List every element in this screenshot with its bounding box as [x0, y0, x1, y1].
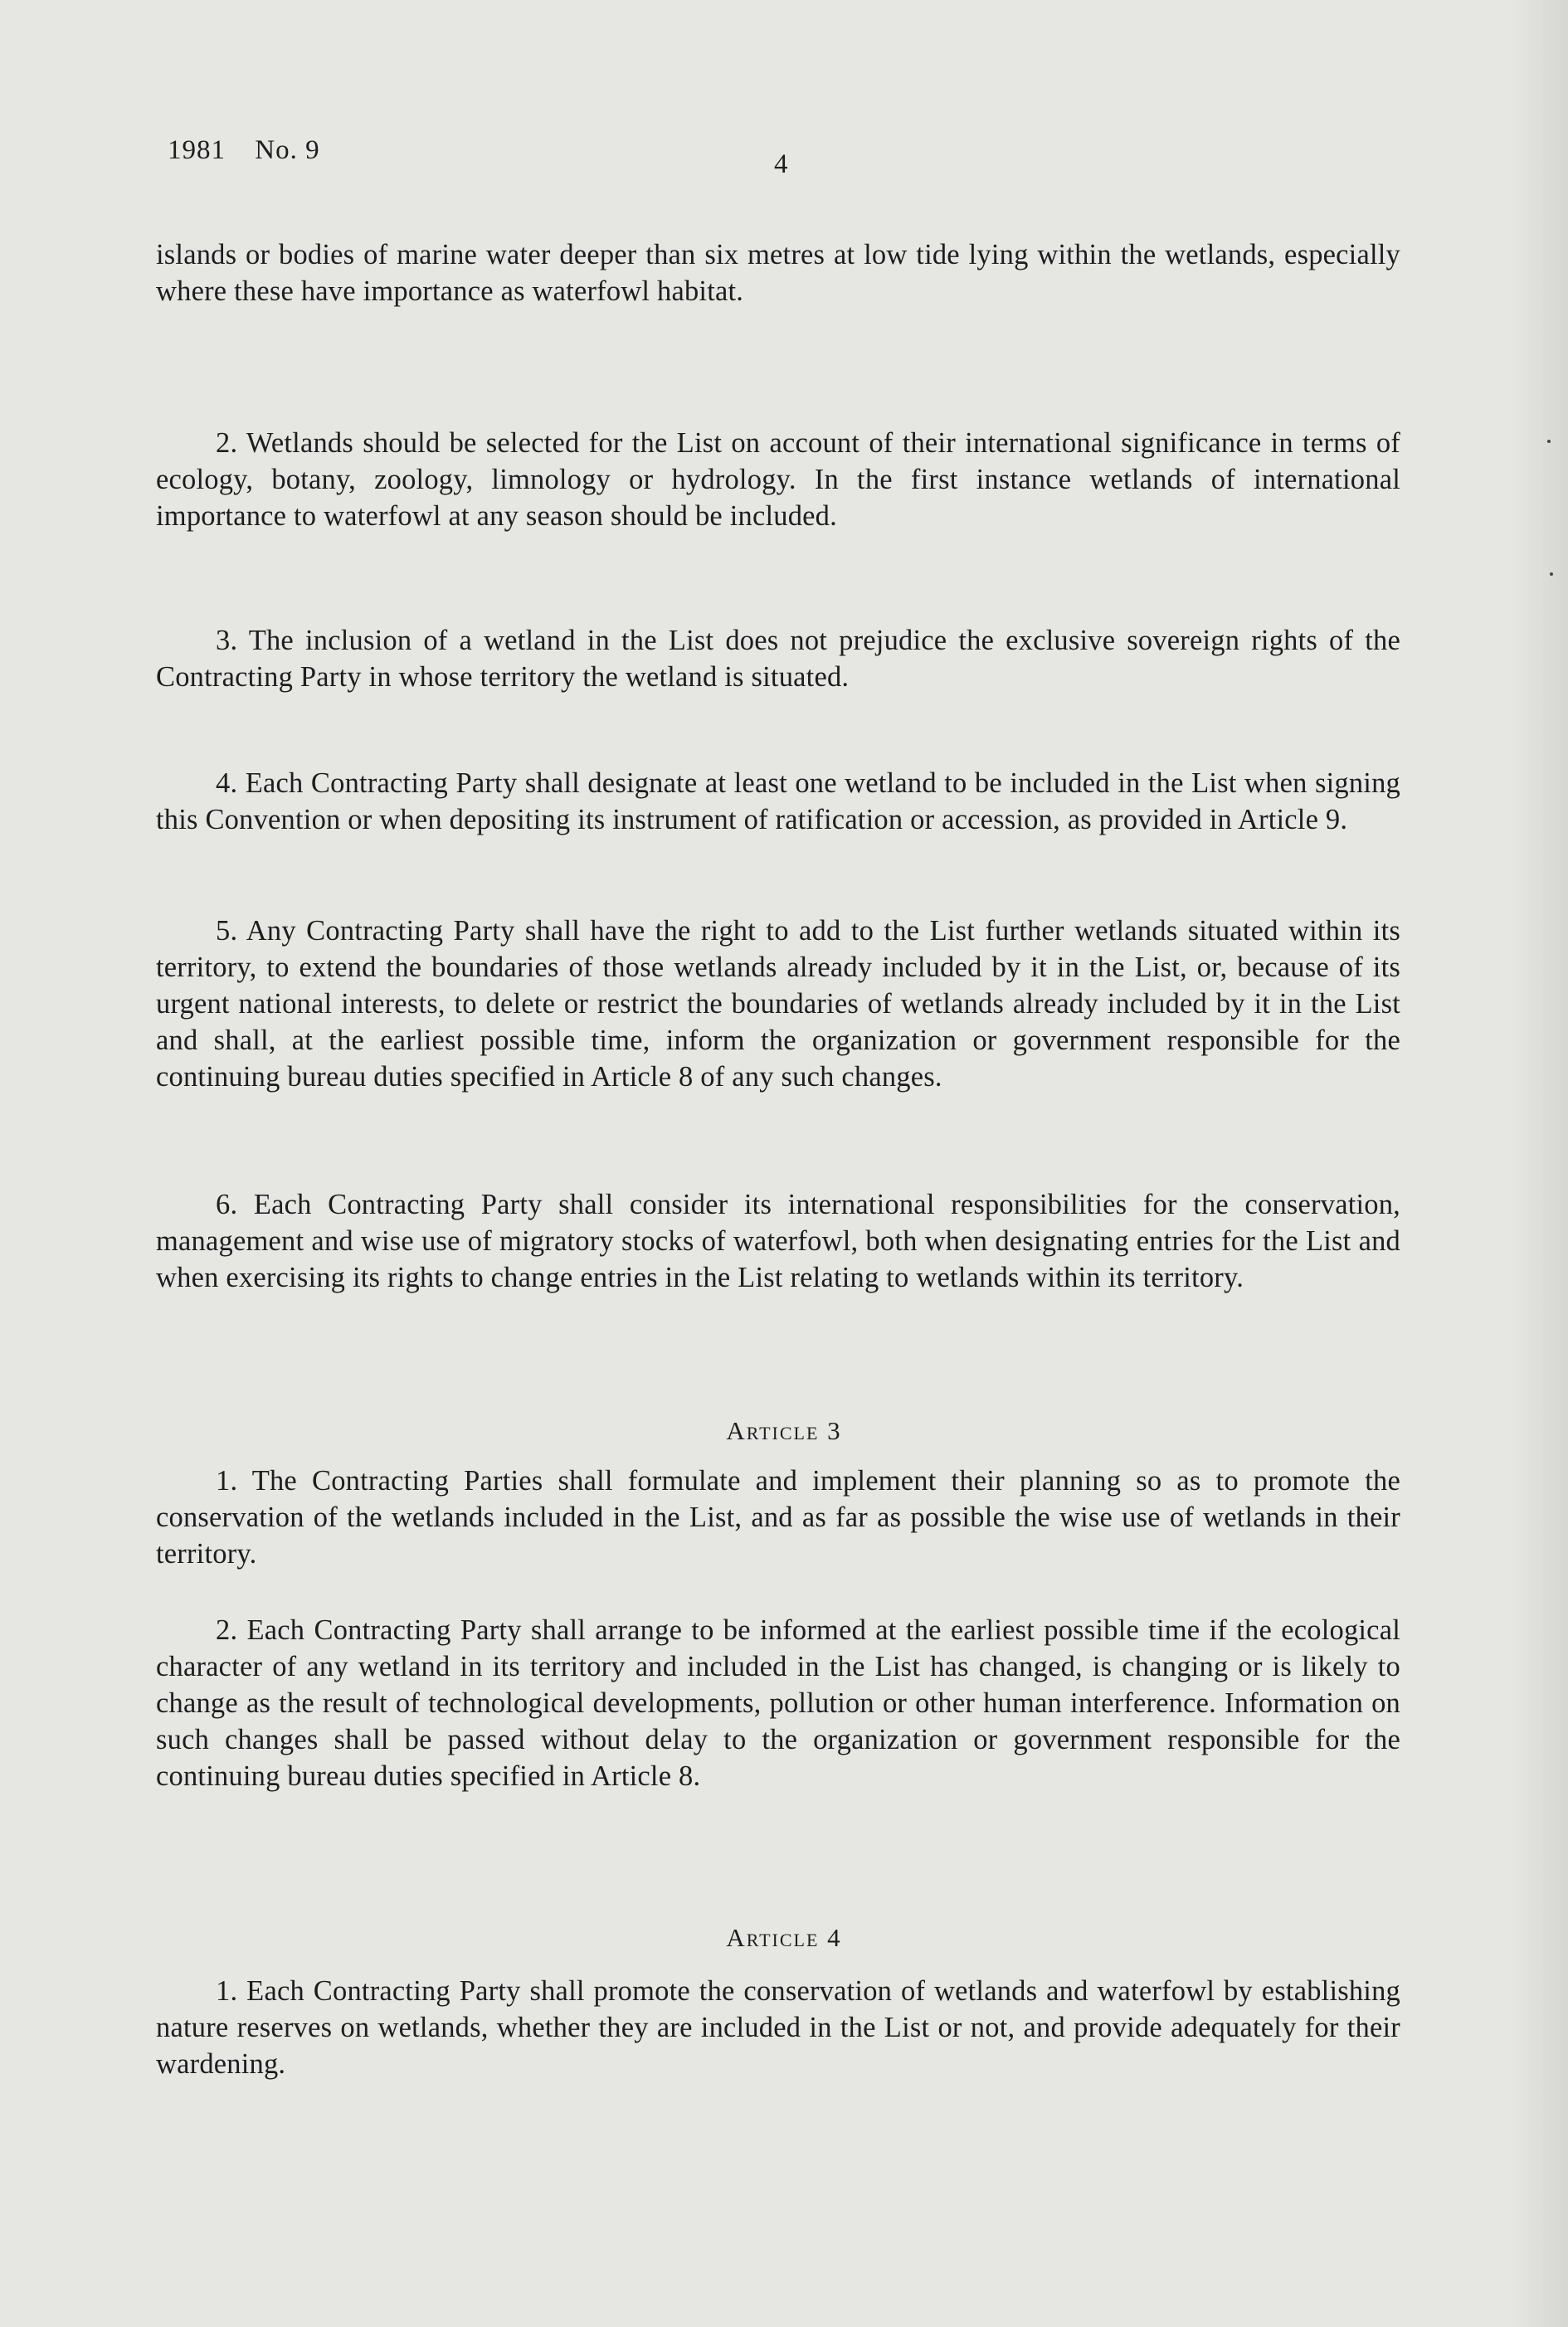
paragraph-6: 6. Each Contracting Party shall consider its international responsibilities for the conservation, management and wise use of migratory stocks of waterfowl, both when designating entries for the List and when exercising its rights to change entries in the List relating to wetlands within its territory.	[156, 1189, 1400, 1293]
article-3-heading: Article 3	[726, 1416, 842, 1445]
article-3-paragraph-2: 2. Each Contracting Party shall arrange to be informed at the earliest possible time if the ecological character of any wetland in its territory and included in the List has changed, is changing or is likely to change as the result of technological developments, pollution or other human interference. Information on such changes shall be passed without delay to the organization or government responsible for the continuing bureau duties specified in Article 8.	[156, 1614, 1400, 1792]
paragraph-block	[156, 765, 1400, 838]
article-4-heading: Article 4	[726, 1923, 842, 1952]
continued-paragraph	[156, 236, 1400, 309]
paragraph-block	[156, 425, 1400, 534]
page-header	[168, 135, 320, 166]
paragraph-block	[156, 913, 1400, 1095]
paragraph-3: 3. The inclusion of a wetland in the List does not prejudice the exclusive sovereign rights of the Contracting Party in whose territory the wetland is situated.	[156, 625, 1400, 693]
header-number: No. 9	[255, 135, 320, 165]
paragraph-block	[156, 1973, 1400, 2082]
scan-speck	[1547, 440, 1551, 443]
paragraph-block	[156, 1186, 1400, 1296]
paragraph-continuation: islands or bodies of marine water deeper than six metres at low tide lying within the wetlands, especially where these have importance as waterfowl habitat.	[156, 239, 1400, 307]
header-year: 1981	[168, 135, 226, 165]
paragraph-block	[156, 1463, 1400, 1572]
scan-speck	[1550, 572, 1553, 576]
paragraph-2: 2. Wetlands should be selected for the List on account of their international significance in terms of ecology, botany, zoology, limnology or hydrology. In the first instance wetlands of international importance to waterfowl at any season should be included.	[156, 427, 1400, 532]
article-3-paragraph-1: 1. The Contracting Parties shall formulate and implement their planning so as to promote the conservation of the wetlands included in the List, and as far as possible the wise use of wetlands in their territory.	[156, 1465, 1400, 1570]
paragraph-5: 5. Any Contracting Party shall have the right to add to the List further wetlands situated within its territory, to extend the boundaries of those wetlands already included by it in the List, or, because of its urgent national interests, to delete or restrict the boundaries of wetlands already included by it in the List and shall, at the earliest possible time, inform the organization or government responsible for the continuing bureau duties specified in Article 8 of any such changes.	[156, 915, 1400, 1093]
paragraph-block	[156, 622, 1400, 695]
page-number: 4	[774, 149, 788, 179]
page-edge-shadow	[1510, 0, 1568, 2327]
paragraph-block	[156, 1612, 1400, 1794]
paragraph-4: 4. Each Contracting Party shall designate at least one wetland to be included in the List when signing this Convention or when depositing its instrument of ratification or accession, as provided in Article 9.	[156, 767, 1400, 835]
article-4-paragraph-1: 1. Each Contracting Party shall promote the conservation of wetlands and waterfowl by establishing nature reserves on wetlands, whether they are included in the List or not, and provide adequately for their wardening.	[156, 1975, 1400, 2080]
